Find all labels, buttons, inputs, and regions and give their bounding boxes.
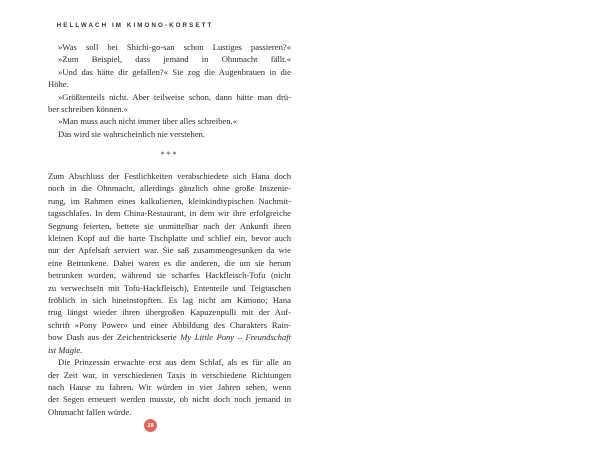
- text-line: [48, 331, 291, 343]
- text-line: eine Betrunkene. Dabei waren es die anderen, die um sie herum: [48, 257, 291, 268]
- dialogue-line: Höhe.: [48, 79, 69, 90]
- show-title-italic-end: ist Magie.: [48, 344, 83, 355]
- dialogue-line: »Zum Beispiel, dass jemand in Ohnmacht fällt.«: [58, 54, 291, 65]
- body-text: [48, 170, 291, 418]
- text-line-part: bow Dash aus der Zeichentrickserie: [48, 332, 181, 343]
- text-line: der Segen erneuert werden musste, ob nicht doch noch jemand in: [48, 394, 291, 405]
- text-line: fröhlich in sich hineinstopften. Es lag nicht am Kimono; Hana: [48, 295, 291, 306]
- text-line: Die Prinzessin erwachte erst aus dem Schlaf, als es für alle an: [58, 357, 291, 368]
- dialogue-line: »Man muss auch nicht immer über alles schreiben.«: [58, 116, 237, 127]
- dialogue-line: »Was soll bei Shichi-go-san schon Lustiges passieren?«: [58, 42, 291, 52]
- running-head-title: HELLWACH IM KIMONO-KORSETT: [56, 22, 214, 29]
- text-line: nur der Apfelsaft serviert war. Sie saß zusammengesunken da wie: [48, 245, 291, 256]
- show-title-italic: My Little Pony – Freundschaft: [180, 332, 291, 343]
- section-separator: ***: [160, 150, 179, 159]
- text-line: kleinen Kopf auf die harte Tischplatte und schlief ein, bevor auch: [48, 233, 291, 244]
- text-line: zu verwechseln mit Tofu-Hackfleisch), Ententeile und Teigtaschen: [48, 282, 291, 293]
- dialogue-line: »Größtenteils nicht. Aber teilweise schon, dann hätte man drü-: [58, 91, 291, 102]
- text-line: [48, 344, 291, 356]
- text-line: der Zeit war, in verschiedenen Taxis in verschiedene Richtungen: [48, 369, 291, 380]
- text-line: betrunken wurden, während sie scharfes Hackfleisch-Tofu (nicht: [48, 270, 291, 281]
- text-line: trug längst wieder ihren übergroßen Kapuzenpulli mit der Auf-: [48, 307, 291, 318]
- text-line: rung, im Rahmen eines kalkulierten, kleinkindtypischen Nachmit-: [48, 195, 291, 206]
- text-line: schrift »Pony Power« und einer Abbildung des Charakters Rain-: [48, 319, 291, 330]
- text-line: Segnung feierten, bettete sie unmittelbar nach der Ankunft ihren: [48, 220, 291, 231]
- page-number: 18: [147, 422, 154, 429]
- text-line: Ohnmacht fallen würde.: [48, 406, 132, 417]
- dialogue-line: »Und das hätte dir gefallen?« Sie zog die Augenbrauen in die: [58, 66, 291, 77]
- dialogue-block: [48, 41, 291, 140]
- text-line: tagsschlafes. In dem China-Restaurant, in dem wir ihre erfolgreiche: [48, 208, 291, 219]
- text-line: Zum Abschluss der Festlichkeiten verabschiedete sich Hana doch: [48, 171, 291, 181]
- dialogue-line: ber schreiben können.«: [48, 104, 128, 115]
- text-line: noch in die Ohnmacht, allerdings gänzlich ohne große Inszenie-: [48, 183, 291, 194]
- page-number-badge: [144, 419, 157, 432]
- text-line: nach Hause zu fahren. Wir würden in vier Jahren sehen, wenn: [48, 381, 291, 392]
- dialogue-line: Das wird sie wahrscheinlich nie verstehen.: [58, 128, 206, 139]
